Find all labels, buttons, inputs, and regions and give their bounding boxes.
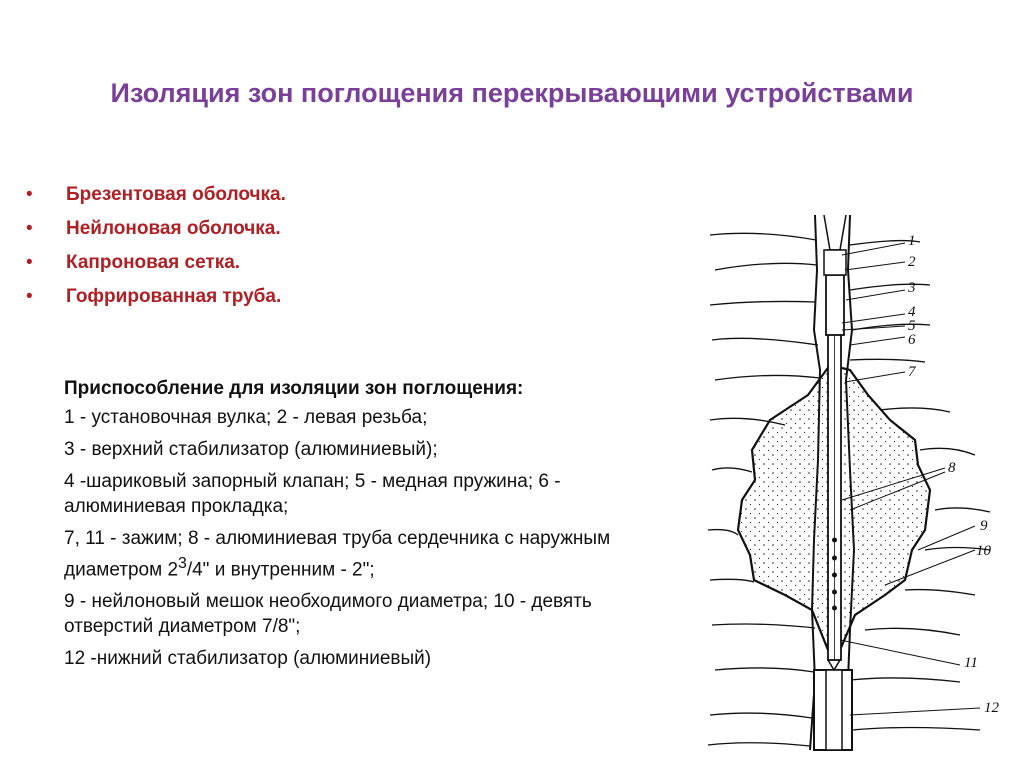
description-item: 1 - установочная вулка; 2 - левая резьба; [64,407,428,428]
bullet-item [26,280,286,314]
description-item: 3 - верхний стабилизатор (алюминиевый); [64,439,438,460]
callout-12: 12 [984,700,999,716]
callout-9: 9 [980,518,988,534]
description-item-part: 7, 11 - зажим; 8 - алюминиевая труба сердечника с наружным диаметром 2 [64,528,611,581]
callout-7: 7 [908,364,916,380]
upper-stabilizer [826,275,844,335]
callout-10: 10 [976,543,991,559]
description-heading: Приспособление для изоляции зон поглощения: [64,378,524,399]
description-item [64,526,674,582]
description-item: 12 -нижний стабилизатор (алюминиевый) [64,648,432,670]
description-item-part: /4" и внутренним - 2"; [186,559,375,581]
callout-2: 2 [908,254,916,270]
bullet-dot: • [26,184,33,205]
bullet-dot: • [26,252,33,273]
bullet-item [26,178,286,212]
slide-title: Изоляция зон поглощения перекрывающими устройствами [110,78,914,108]
description-superscript: 3 [178,555,187,572]
callout-8: 8 [948,460,956,476]
callout-4: 4 [908,304,916,320]
callout-5: 5 [908,318,916,334]
callout-1: 1 [908,233,916,249]
callout-3: 3 [908,280,916,296]
callout-11: 11 [964,655,978,671]
bullet-item [26,212,286,246]
bullet-text: Нейлоновая оболочка. [66,218,281,239]
bullet-dot: • [26,218,33,239]
callout-6: 6 [908,332,916,348]
bullet-dot: • [26,286,33,307]
bullet-text: Гофрированная труба. [66,286,282,307]
bullet-item [26,246,286,280]
bullet-text: Капроновая сетка. [66,252,241,273]
description-item: 9 - нейлоновый мешок необходимого диаметра; 10 - девять отверстий диаметром 7/8"; [64,591,592,638]
bullet-text: Брезентовая оболочка. [66,184,286,205]
bullet-list [26,178,286,314]
device-description [64,376,674,678]
isolation-device-diagram [690,210,1020,755]
description-item: 4 -шариковый запорный клапан; 5 - медная пружина; 6 - алюминиевая прокладка; [64,471,561,517]
